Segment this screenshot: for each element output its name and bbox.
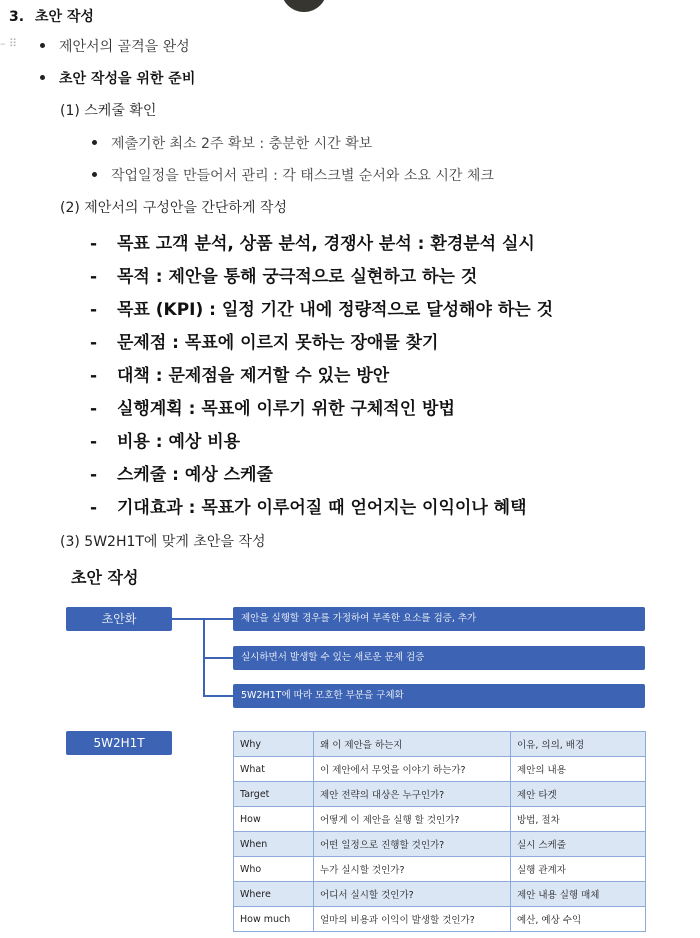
dash-list-item: - 목표 고객 분석, 상품 분석, 경쟁사 분석 : 환경분석 실시 <box>90 234 535 254</box>
bullet-dot-icon <box>92 172 97 177</box>
diagram-title: 초안 작성 <box>71 568 139 587</box>
dash-list-item: - 목표 (KPI) : 일정 기간 내에 정량적으로 달성해야 하는 것 <box>90 300 554 320</box>
list-item: 제출기한 최소 2주 확보 : 충분한 시간 확보 <box>111 136 373 152</box>
dash-list-item: - 비용 : 예상 비용 <box>90 432 241 452</box>
dash-list-item: - 실행계획 : 목표에 이루기 위한 구체적인 방법 <box>90 399 455 419</box>
table-row: How much 얼마의 비용과 이익이 발생할 것인가? 예산, 예상 수익 <box>234 907 646 932</box>
bullet-item: 제안서의 골격을 완성 <box>59 39 190 55</box>
section-heading <box>9 6 94 26</box>
draft-step-bar: 제안을 실행할 경우를 가정하여 부족한 요소를 검증, 추가 <box>233 607 645 631</box>
bullet-item: 초안 작성을 위한 준비 <box>59 71 196 87</box>
dash-list-item: - 기대효과 : 목표가 이루어질 때 얻어지는 이익이나 혜택 <box>90 498 527 518</box>
connector-line <box>203 657 233 659</box>
heading-title: 초안 작성 <box>34 9 94 25</box>
table-row: How 어떻게 이 제안을 실행 할 것인가? 방법, 절차 <box>234 807 646 832</box>
table-row: Where 어디서 실시할 것인가? 제안 내용 실행 매체 <box>234 882 646 907</box>
heading-number: 3. <box>9 9 25 25</box>
dash-list-item: - 스케줄 : 예상 스케줄 <box>90 465 273 485</box>
table-row: Why 왜 이 제안을 하는지 이유, 의의, 배경 <box>234 732 646 757</box>
dash-list-item: - 목적 : 제안을 통해 궁극적으로 실현하고 하는 것 <box>90 267 478 287</box>
table-row: When 어떤 일정으로 진행할 것인가? 실시 스케줄 <box>234 832 646 857</box>
w2h1t-label-box: 5W2H1T <box>66 731 172 755</box>
bullet-dot-icon <box>40 43 45 48</box>
draft-step-bar: 실시하면서 발생할 수 있는 새로운 문제 검증 <box>233 646 645 670</box>
cursor-overlay-circle <box>281 0 327 12</box>
draft-step-bar: 5W2H1T에 따라 모호한 부분을 구체화 <box>233 684 645 708</box>
table-row: Who 누가 실시할 것인가? 실행 관계자 <box>234 857 646 882</box>
draft-label-box: 초안화 <box>66 607 172 631</box>
subheading-outline: (2) 제안서의 구성안을 간단하게 작성 <box>60 200 287 216</box>
table-row: What 이 제안에서 무엇을 이야기 하는가? 제안의 내용 <box>234 757 646 782</box>
list-item: 작업일정을 만들어서 관리 : 각 태스크별 순서와 소요 시간 체크 <box>111 168 494 184</box>
table-row: Target 제안 전략의 대상은 누구인가? 제안 타겟 <box>234 782 646 807</box>
dash-list-item: - 문제점 : 목표에 이르지 못하는 장애물 찾기 <box>90 333 439 353</box>
subheading-5w2h1t: (3) 5W2H1T에 맞게 초안을 작성 <box>60 534 266 550</box>
drag-handle-icon[interactable]: – ⠿ <box>0 37 18 50</box>
subheading-schedule: (1) 스케줄 확인 <box>60 103 157 119</box>
bullet-dot-icon <box>92 140 97 145</box>
connector-line <box>203 695 233 697</box>
dash-list-item: - 대책 : 문제점을 제거할 수 있는 방안 <box>90 366 390 386</box>
w2h1t-table <box>233 731 646 932</box>
bullet-dot-icon <box>40 75 45 80</box>
